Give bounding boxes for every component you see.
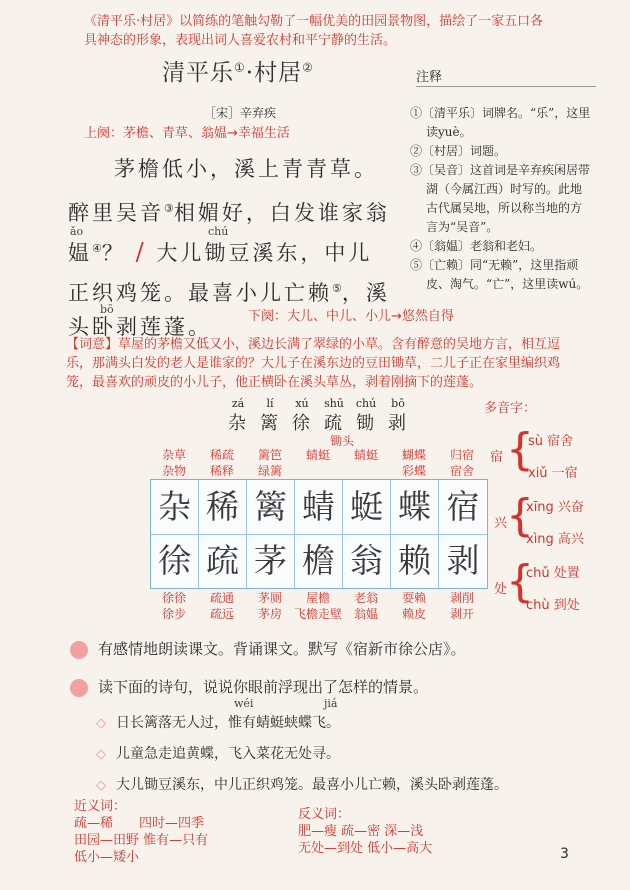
pinyin-bo: bō bbox=[100, 303, 114, 316]
poem-author: ［宋］辛弃疾 bbox=[204, 106, 277, 120]
note-item: ①〔清平乐〕词牌名。“乐”，这里读yuè。 bbox=[410, 106, 591, 139]
grid-char: 杂 bbox=[151, 480, 199, 534]
lower-stanza-annotation: 下阕：大儿、中儿、小儿→悠然自得 bbox=[248, 309, 454, 324]
pinyin-jia: jiá bbox=[324, 697, 338, 710]
poly-chu-char: 处 bbox=[494, 582, 508, 597]
grid-char: 徐 bbox=[151, 534, 199, 588]
notes-list bbox=[410, 104, 592, 294]
grid-char: 茅 bbox=[247, 534, 295, 588]
bullet-icon bbox=[70, 641, 88, 659]
page-number: 3 bbox=[560, 846, 569, 862]
diamond-icon: ◇ bbox=[96, 778, 106, 793]
upper-stanza-annotation: 上阕：茅檐、青草、翁媪→幸福生活 bbox=[84, 126, 290, 141]
intro-annotation: 《清平乐·村居》以简练的笔触勾勒了一幅优美的田园景物图，描绘了一家五口各具神态的形象，表现出词人喜爱农村和平宁静的生活。 bbox=[84, 14, 544, 48]
poly-xing-2: xìng 高兴 bbox=[526, 532, 584, 547]
grid-char: 剥 bbox=[446, 541, 480, 580]
pinyin-chu: chú bbox=[208, 225, 229, 238]
grid-char: 稀 bbox=[199, 480, 247, 534]
note-item: ③〔吴音〕这首词是辛弃疾闲居带湖（今属江西）时写的。此地古代属吴地，所以称当地的方言为“吴音”。 bbox=[410, 163, 591, 234]
grid-char: 疏 bbox=[199, 534, 247, 588]
task-2: 读下面的诗句，说说你眼前浮现出了怎样的情景。 bbox=[70, 676, 428, 697]
vocab-pinyin-row: zá lí xú shū chú bō bbox=[231, 397, 405, 410]
bullet-icon bbox=[70, 679, 88, 697]
polyphone-heading: 多音字： bbox=[484, 401, 537, 416]
diamond-icon: ◇ bbox=[96, 747, 106, 762]
stanza-divider-mark: / bbox=[135, 238, 147, 266]
example-line-2: ◇ 儿童急走追黄蝶，飞入菜花无处寻。 bbox=[96, 746, 340, 762]
antonyms-block: 反义词： 肥—瘦 疏—密 深—浅 无处—到处 低小—高大 bbox=[298, 807, 433, 856]
grid-char: 篱 bbox=[247, 480, 295, 534]
note-item: ④〔翁媪〕老翁和老妇。 bbox=[410, 239, 543, 253]
pinyin-wei: wéi bbox=[234, 697, 254, 710]
lesson-title: 清平乐①·村居② bbox=[162, 60, 314, 86]
grid-char: 翁 bbox=[343, 534, 391, 588]
brace-icon: { bbox=[506, 490, 534, 541]
diamond-icon: ◇ bbox=[96, 716, 106, 731]
pinyin-ao: ǎo bbox=[70, 225, 84, 238]
poly-su-2: xiǔ 一宿 bbox=[528, 466, 578, 481]
notes-divider bbox=[416, 86, 596, 87]
poly-xing-1: xīng 兴奋 bbox=[526, 500, 584, 515]
poly-chu-1: chǔ 处置 bbox=[526, 566, 580, 581]
poem-line-4: 正织鸡笼。最喜小儿亡赖⑤，溪 bbox=[68, 281, 390, 305]
poem-line-1: 茅檐低小，溪上青青草。 bbox=[114, 157, 378, 181]
grid-char: 蜻 bbox=[295, 480, 343, 534]
poem-line-3: 媪④？ / 大儿锄豆溪东，中儿 bbox=[68, 238, 373, 266]
grid-char: 蝶 bbox=[391, 480, 439, 534]
word-chutou: 锄头 bbox=[330, 434, 355, 448]
example-line-1: ◇ 日长篱落无人过，惟有蜻蜓蛱蝶飞。 bbox=[96, 715, 340, 731]
poem-line-2: 醉里吴音③相媚好，白发谁家翁 bbox=[68, 201, 390, 225]
character-grid bbox=[150, 479, 488, 589]
grid-char: 赖 bbox=[391, 534, 439, 588]
poly-su-char: 宿 bbox=[490, 450, 504, 465]
note-item: ②〔村居〕词题。 bbox=[410, 144, 507, 158]
meaning-annotation: 【词意】草屋的茅檐又低又小，溪边长满了翠绿的小草。含有醉意的吴地方言，相互逗乐，那满头白发的老人是谁家的？大儿子在溪东边的豆田锄草，二儿子正在家里编织鸡笼，最喜欢的顽皮的小儿子，他正横卧在溪头草丛，剥着刚摘下的莲蓬。 bbox=[66, 337, 561, 390]
task-1: 有感情地朗读课文。背诵课文。默写《宿新市徐公店》。 bbox=[70, 638, 466, 659]
example-line-3: ◇ 大儿锄豆溪东，中儿正织鸡笼。最喜小儿亡赖，溪头卧剥莲蓬。 bbox=[96, 777, 508, 793]
brace-icon: { bbox=[506, 556, 534, 607]
note-item: ⑤〔亡赖〕同“无赖”，这里指顽皮、淘气。“亡”，这里读wú。 bbox=[410, 258, 589, 291]
grid-char: 蜓 bbox=[343, 480, 391, 534]
poly-xing-char: 兴 bbox=[494, 516, 508, 531]
poem-line-5: 头卧剥莲蓬。 bbox=[68, 315, 212, 339]
grid-char: 宿 bbox=[446, 487, 480, 526]
brace-icon: { bbox=[506, 424, 534, 475]
synonyms-block: 近义词： 疏—稀 四时—四季 田园—田野 惟有—只有 低小—矮小 bbox=[74, 799, 209, 865]
notes-heading: 注释 bbox=[416, 70, 443, 85]
poly-chu-2: chù 到处 bbox=[526, 598, 580, 613]
grid-char: 檐 bbox=[295, 534, 343, 588]
poly-su-1: sù 宿舍 bbox=[528, 434, 574, 449]
vocab-char-row: 杂 篱 徐 疏 锄 剥 bbox=[228, 413, 408, 434]
